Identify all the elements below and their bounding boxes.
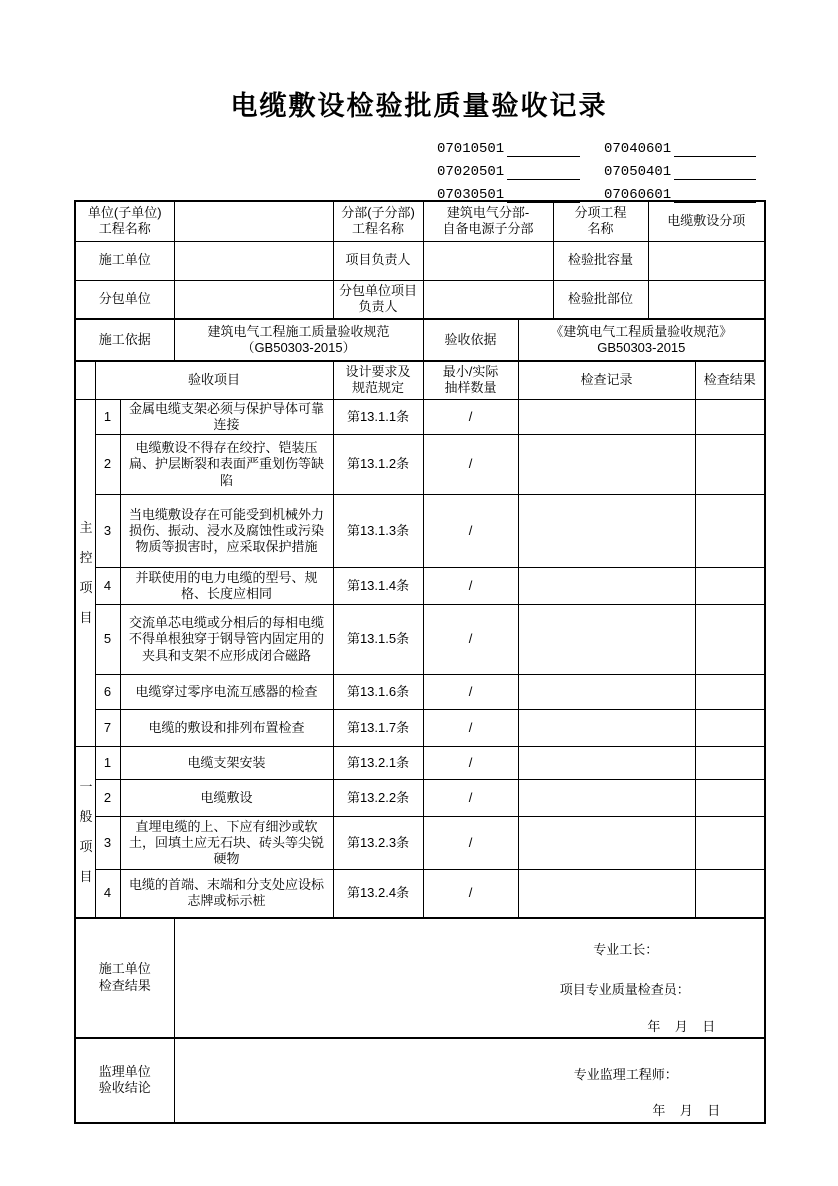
column-header-item: 验收项目 [95, 361, 333, 399]
code-number: 07040601 [604, 141, 672, 157]
result-cell[interactable] [695, 605, 765, 675]
section-label-main [75, 399, 95, 747]
date-placeholder: 年 月 日 [652, 1103, 721, 1118]
label-line: 验收结论 [98, 1080, 151, 1095]
sample-qty: / [423, 605, 518, 675]
code-number: 07020501 [437, 164, 505, 180]
record-cell[interactable] [518, 817, 695, 870]
subcontractor-label: 分包单位 [75, 280, 174, 319]
table-row [75, 870, 765, 918]
subitem-value: 电缆敷设分项 [648, 201, 765, 241]
record-cell[interactable] [518, 399, 695, 435]
label-line: 抽样数量 [444, 380, 497, 396]
page-title: 电缆敷设检验批质量验收记录 [230, 91, 608, 121]
item-no: 7 [95, 710, 120, 747]
construction-check-area[interactable] [174, 918, 765, 1038]
sub-leader-value[interactable] [423, 280, 553, 319]
batch-location-value[interactable] [648, 280, 765, 319]
sample-qty: / [423, 817, 518, 870]
subitem-label [553, 201, 648, 241]
result-cell[interactable] [695, 780, 765, 817]
item-text: 电缆敷设 [120, 780, 333, 817]
record-cell[interactable] [518, 780, 695, 817]
construction-basis-label: 施工依据 [75, 319, 174, 361]
code-blank-line[interactable] [674, 163, 756, 180]
sample-qty: / [423, 399, 518, 435]
sample-qty: / [423, 870, 518, 918]
table-row [75, 605, 765, 675]
record-cell[interactable] [518, 870, 695, 918]
section-label-text: 一般项目 [79, 778, 93, 884]
label-line: 工程名称 [98, 221, 151, 237]
label-line: 分项工程 [574, 205, 627, 220]
code-blank-line[interactable] [674, 140, 756, 157]
label-line: 设计要求及 [345, 364, 411, 379]
record-cell[interactable] [518, 435, 695, 495]
sample-qty: / [423, 495, 518, 568]
section-label-general [75, 747, 95, 918]
result-cell[interactable] [695, 710, 765, 747]
acceptance-basis-label: 验收依据 [423, 319, 518, 361]
table-row [75, 747, 765, 780]
value-line: （GB50303-2015） [241, 340, 356, 355]
code-number: 07010501 [437, 141, 505, 157]
value-line: 自备电源子分部 [442, 221, 534, 237]
foreman-signature-label: 专业工长： [593, 942, 659, 958]
label-line: 分部(子分部) [341, 205, 415, 220]
construction-unit-value[interactable] [174, 241, 333, 280]
table-row [75, 710, 765, 747]
label-line: 工程名称 [352, 221, 405, 237]
section-label-text: 主控项目 [79, 519, 93, 625]
label-line: 单位(子单位) [87, 205, 162, 220]
item-text: 电缆敷设不得存在绞拧、铠装压扁、护层断裂和表面严重划伤等缺陷 [120, 435, 333, 495]
info-row-project [75, 201, 765, 241]
result-cell[interactable] [695, 870, 765, 918]
item-text: 交流单芯电缆或分相后的每相电缆不得单根独穿于钢导管内固定用的夹具和支架不应形成闭合磁路 [120, 605, 333, 675]
item-text: 直埋电缆的上、下应有细沙或软土，回填土应无石块、砖头等尖锐硬物 [120, 817, 333, 870]
column-header-record: 检查记录 [518, 361, 695, 399]
code-row [437, 134, 756, 157]
code-ref: 第13.2.4条 [333, 870, 423, 918]
division-label [333, 201, 423, 241]
record-cell[interactable] [518, 710, 695, 747]
date-placeholder: 年 月 日 [647, 1018, 716, 1034]
item-no: 5 [95, 605, 120, 675]
sample-qty: / [423, 435, 518, 495]
column-header-requirement [333, 361, 423, 399]
label-line: 负责人 [358, 299, 398, 315]
record-cell[interactable] [518, 747, 695, 780]
code-ref: 第13.1.5条 [333, 605, 423, 675]
batch-location-label: 检验批部位 [553, 280, 648, 319]
item-text: 电缆穿过零序电流互感器的检查 [120, 675, 333, 710]
item-text: 当电缆敷设存在可能受到机械外力损伤、振动、浸水及腐蚀性或污染物质等损害时，应采取保护措施 [120, 495, 333, 568]
column-header-result: 检查结果 [695, 361, 765, 399]
record-cell[interactable] [518, 675, 695, 710]
value-line: 《建筑电气工程质量验收规范》 [550, 323, 733, 339]
table-row [75, 435, 765, 495]
supervision-conclusion-row [75, 1038, 765, 1123]
item-no: 3 [95, 495, 120, 568]
code-row [437, 157, 756, 180]
section-header-spacer [75, 361, 95, 399]
table-row [75, 568, 765, 605]
batch-capacity-label: 检验批容量 [553, 241, 648, 280]
item-no: 4 [95, 568, 120, 605]
code-ref: 第13.2.1条 [333, 747, 423, 780]
code-number: 07050401 [604, 164, 672, 180]
label-line: 施工单位 [98, 961, 151, 977]
table-row [75, 399, 765, 435]
item-no: 2 [95, 435, 120, 495]
table-row [75, 780, 765, 817]
label-line: 名称 [587, 221, 614, 237]
item-no: 1 [95, 399, 120, 435]
result-cell[interactable] [695, 435, 765, 495]
construction-check-label [75, 918, 174, 1038]
item-text: 电缆支架安装 [120, 747, 333, 780]
info-row-construction-unit [75, 241, 765, 280]
item-no: 1 [95, 747, 120, 780]
result-cell[interactable] [695, 495, 765, 568]
code-blank-line[interactable] [507, 140, 580, 157]
item-text: 金属电缆支架必须与保护导体可靠连接 [120, 399, 333, 435]
code-blank-line[interactable] [507, 163, 580, 180]
project-leader-value[interactable] [423, 241, 553, 280]
construction-check-row [75, 918, 765, 1038]
result-cell[interactable] [695, 747, 765, 780]
result-cell[interactable] [695, 675, 765, 710]
basis-row [75, 319, 765, 361]
inspector-signature-label: 项目专业质量检查员： [559, 982, 690, 998]
code-ref: 第13.1.1条 [333, 399, 423, 435]
value-line: 建筑电气分部- [446, 205, 530, 220]
construction-basis-value [174, 319, 423, 361]
sample-qty: / [423, 675, 518, 710]
code-ref: 第13.1.6条 [333, 675, 423, 710]
project-leader-label: 项目负责人 [333, 241, 423, 280]
code-ref: 第13.2.3条 [333, 817, 423, 870]
code-number: 07030501 [437, 187, 505, 203]
label-line: 规范规定 [352, 380, 405, 396]
item-no: 4 [95, 870, 120, 918]
code-list [437, 134, 756, 203]
unit-project-label [75, 201, 174, 241]
batch-capacity-value[interactable] [648, 241, 765, 280]
unit-project-value[interactable] [174, 201, 333, 241]
result-cell[interactable] [695, 568, 765, 605]
record-cell[interactable] [518, 495, 695, 568]
item-text: 电缆的敷设和排列布置检查 [120, 710, 333, 747]
item-no: 6 [95, 675, 120, 710]
code-ref: 第13.1.3条 [333, 495, 423, 568]
code-number: 07060601 [604, 187, 672, 203]
acceptance-basis-value [518, 319, 765, 361]
value-line: 建筑电气工程施工质量验收规范 [207, 323, 390, 339]
value-line: GB50303-2015 [597, 340, 686, 355]
label-line: 检查结果 [98, 977, 151, 993]
item-text: 并联使用的电力电缆的型号、规格、长度应相同 [120, 568, 333, 605]
label-line: 分包单位项目 [339, 283, 418, 298]
subcontractor-value[interactable] [174, 280, 333, 319]
engineer-signature-label: 专业监理工程师： [573, 1066, 678, 1082]
sample-qty: / [423, 568, 518, 605]
item-no: 2 [95, 780, 120, 817]
sub-leader-label [333, 280, 423, 319]
construction-unit-label: 施工单位 [75, 241, 174, 280]
table-row [75, 675, 765, 710]
item-no: 3 [95, 817, 120, 870]
label-line: 最小/实际 [442, 364, 499, 379]
result-cell[interactable] [695, 817, 765, 870]
label-line: 监理单位 [98, 1063, 151, 1079]
supervision-conclusion-area[interactable] [174, 1038, 765, 1123]
table-row [75, 495, 765, 568]
code-ref: 第13.2.2条 [333, 780, 423, 817]
code-ref: 第13.1.4条 [333, 568, 423, 605]
supervision-conclusion-label [75, 1038, 174, 1123]
code-ref: 第13.1.7条 [333, 710, 423, 747]
sample-qty: / [423, 780, 518, 817]
sample-qty: / [423, 747, 518, 780]
info-row-subcontractor [75, 280, 765, 319]
item-text: 电缆的首端、末端和分支处应设标志牌或标示桩 [120, 870, 333, 918]
sample-qty: / [423, 710, 518, 747]
column-header-sample [423, 361, 518, 399]
result-cell[interactable] [695, 399, 765, 435]
record-cell[interactable] [518, 605, 695, 675]
table-row [75, 817, 765, 870]
code-ref: 第13.1.2条 [333, 435, 423, 495]
division-value [423, 201, 553, 241]
acceptance-form-table [74, 200, 766, 1124]
record-cell[interactable] [518, 568, 695, 605]
column-header-row [75, 361, 765, 399]
